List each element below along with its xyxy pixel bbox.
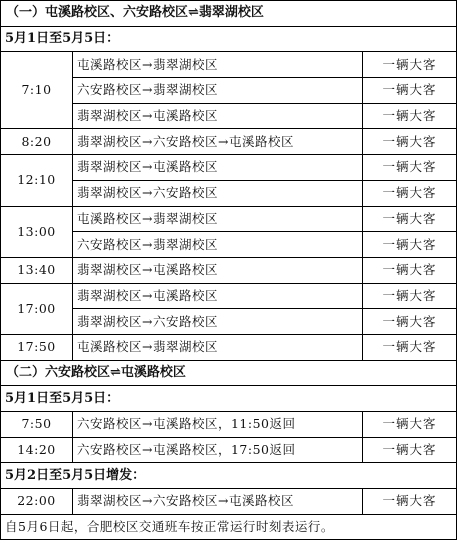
route-description: 翡翠湖校区→六安路校区 [73,309,363,335]
departure-time: 17:00 [1,283,73,334]
route-description: 翡翠湖校区→屯溪路校区 [73,103,363,129]
schedule-row [1,489,457,515]
section-title-row [1,1,457,27]
route-description: 六安路校区→翡翠湖校区 [73,78,363,104]
route-description: 六安路校区→屯溪路校区，17:50返回 [73,437,363,463]
date-range-label: 5月1日至5月5日： [1,386,457,412]
vehicle-type: 一辆大客 [363,232,457,258]
schedule-row [1,155,457,181]
vehicle-type: 一辆大客 [363,334,457,360]
departure-time: 8:20 [1,129,73,155]
vehicle-type: 一辆大客 [363,103,457,129]
date-range-label: 5月1日至5月5日： [1,26,457,52]
footer-note-row [1,514,457,540]
departure-time: 22:00 [1,489,73,515]
route-description: 翡翠湖校区→六安路校区→屯溪路校区 [73,129,363,155]
schedule-row [1,206,457,232]
route-description: 翡翠湖校区→屯溪路校区 [73,257,363,283]
departure-time: 13:40 [1,257,73,283]
route-description: 屯溪路校区→翡翠湖校区 [73,52,363,78]
date-range-label-row [1,386,457,412]
route-description: 翡翠湖校区→屯溪路校区 [73,155,363,181]
schedule-row [1,129,457,155]
vehicle-type: 一辆大客 [363,206,457,232]
departure-time: 12:10 [1,155,73,206]
schedule-row [1,412,457,438]
extra-date-label: 5月2日至5月5日增发： [1,463,457,489]
route-description: 翡翠湖校区→六安路校区→屯溪路校区 [73,489,363,515]
departure-time: 17:50 [1,334,73,360]
vehicle-type: 一辆大客 [363,283,457,309]
route-description: 屯溪路校区→翡翠湖校区 [73,334,363,360]
vehicle-type: 一辆大客 [363,309,457,335]
route-description: 屯溪路校区→翡翠湖校区 [73,206,363,232]
vehicle-type: 一辆大客 [363,180,457,206]
departure-time: 14:20 [1,437,73,463]
section-title: （二）六安路校区⇌屯溪路校区 [1,360,457,386]
vehicle-type: 一辆大客 [363,129,457,155]
vehicle-type: 一辆大客 [363,52,457,78]
schedule-row [1,283,457,309]
route-description: 六安路校区→屯溪路校区，11:50返回 [73,412,363,438]
section-title-row [1,360,457,386]
footer-note: 自5月6日起，合肥校区交通班车按正常运行时刻表运行。 [1,514,457,540]
route-description: 翡翠湖校区→六安路校区 [73,180,363,206]
route-description: 六安路校区→翡翠湖校区 [73,232,363,258]
vehicle-type: 一辆大客 [363,257,457,283]
date-range-label-row [1,26,457,52]
departure-time: 7:50 [1,412,73,438]
vehicle-type: 一辆大客 [363,412,457,438]
schedule-row [1,52,457,78]
section-title: （一）屯溪路校区、六安路校区⇌翡翠湖校区 [1,1,457,27]
schedule-row [1,437,457,463]
schedule-row [1,257,457,283]
extra-date-label-row [1,463,457,489]
departure-time: 13:00 [1,206,73,257]
vehicle-type: 一辆大客 [363,437,457,463]
schedule-body [1,1,457,540]
vehicle-type: 一辆大客 [363,489,457,515]
route-description: 翡翠湖校区→屯溪路校区 [73,283,363,309]
schedule-row [1,334,457,360]
departure-time: 7:10 [1,52,73,129]
vehicle-type: 一辆大客 [363,155,457,181]
vehicle-type: 一辆大客 [363,78,457,104]
